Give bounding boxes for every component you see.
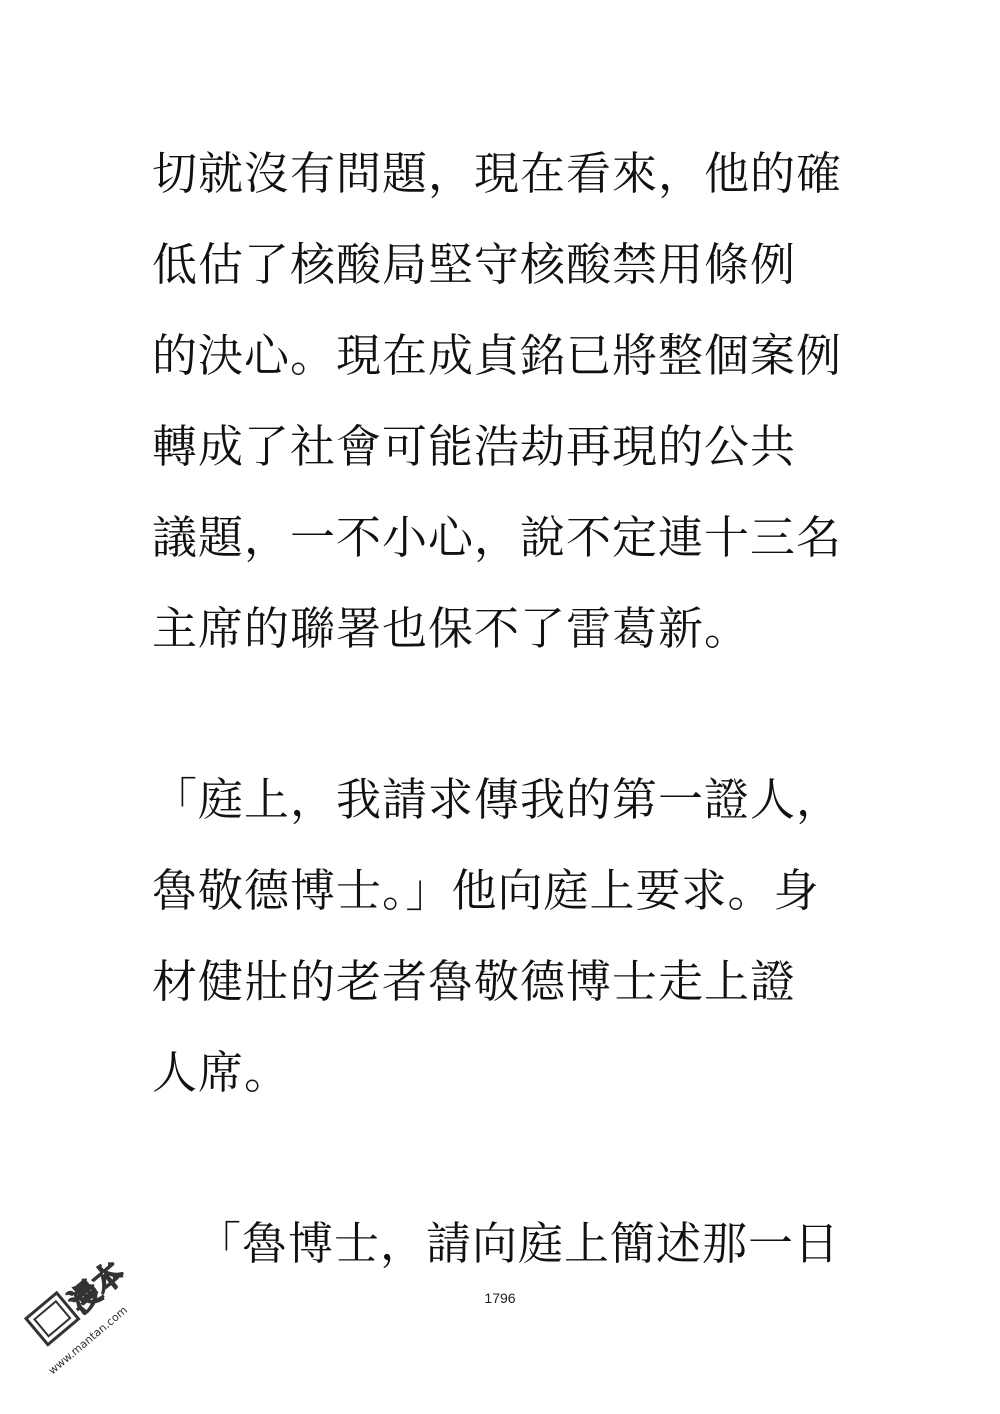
text-line: 人席。 — [152, 1046, 291, 1099]
text-line: 材健壯的老者魯敬德博士走上證 — [152, 955, 797, 1008]
page-number: 1796 — [484, 1290, 516, 1306]
text-line: 主席的聯署也保不了雷葛新。 — [152, 602, 751, 655]
text-line: 的決心。現在成貞銘已將整個案例 — [152, 329, 843, 382]
paragraph-gap — [152, 1118, 872, 1198]
paragraph-gap — [152, 674, 872, 754]
body-text — [152, 128, 872, 1289]
text-line: 「魯博士，請向庭上簡述那一日 — [196, 1217, 841, 1270]
text-line: 議題，一不小心，說不定連十三名 — [152, 511, 843, 564]
site-logo-watermark — [14, 1228, 154, 1398]
text-line: 魯敬德博士。」他向庭上要求。身 — [152, 864, 820, 917]
text-line: 低估了核酸局堅守核酸禁用條例 — [152, 238, 797, 291]
text-line: 切就沒有問題，現在看來，他的確 — [152, 147, 843, 200]
text-line: 轉成了社會可能浩劫再現的公共 — [152, 420, 797, 473]
watermark-logo-text: 漫本 — [62, 1255, 132, 1321]
text-line: 「庭上，我請求傳我的第一證人， — [152, 773, 843, 826]
watermark-url-text: www.mantan.com — [45, 1303, 131, 1378]
